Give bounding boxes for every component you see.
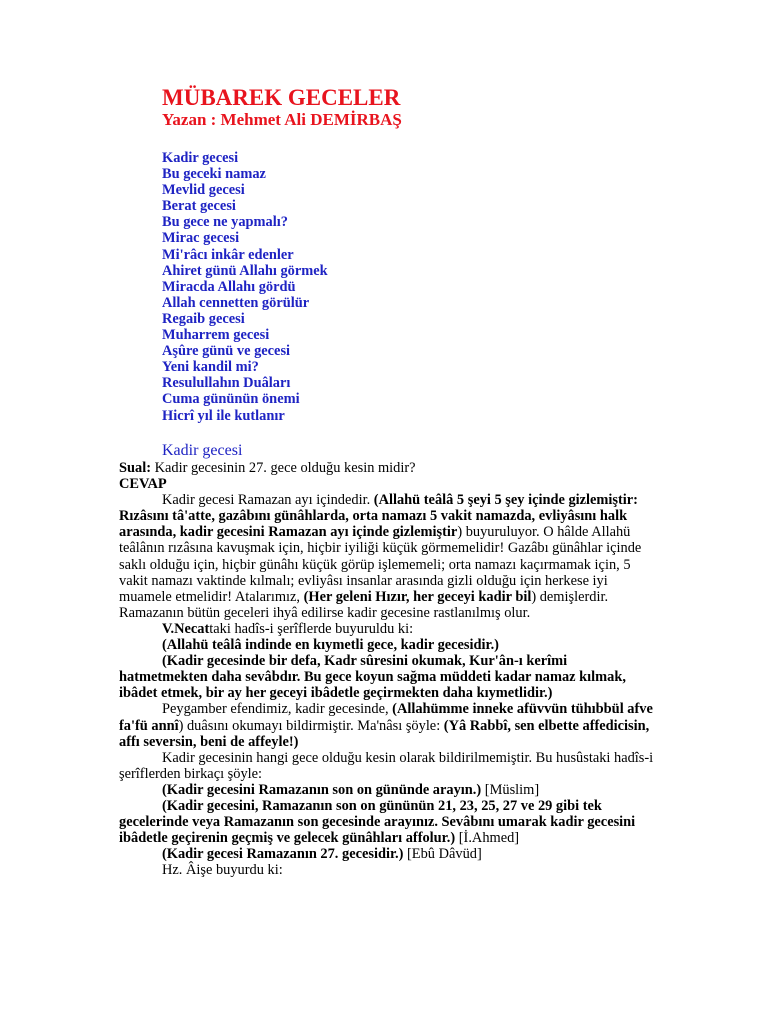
toc-link[interactable]: Berat gecesi [162, 198, 236, 215]
toc-item [162, 408, 328, 424]
toc-item [162, 327, 328, 343]
toc-item [162, 230, 328, 246]
paragraph-line: vakit namazı vaktinde kılmalı; evliyâsı insanlar arasında gizli olduğu için herkese iyi [119, 572, 608, 589]
toc-link[interactable]: Allah cennetten görülür [162, 294, 310, 311]
necat-line: V.Necattaki hadîs-i şerîflerde buyuruldu ki: [162, 620, 414, 637]
hadith-quote: hatmetmekten daha sevâbdır. Bu gece koyun sağma müddeti kadar namaz kılmak, [119, 669, 626, 686]
toc-link[interactable]: Hicrî yıl ile kutlanır [162, 407, 285, 424]
hadith-quote: (Kadir gecesini Ramazanın son on gününde arayın.) [Müslim] [162, 781, 540, 798]
section-heading-kadir-gecesi: Kadir gecesi [162, 442, 243, 459]
table-of-contents [162, 150, 328, 424]
toc-item [162, 263, 328, 279]
paragraph-line: saklı olduğu için, hiçbir günâhı küçük görüp işlememeli; orta namazı kaçırmamak için, 5 [119, 556, 631, 573]
toc-item [162, 166, 328, 182]
toc-link[interactable]: Cuma gününün önemi [162, 391, 300, 408]
toc-item [162, 150, 328, 166]
source-citation: [Müslim] [481, 781, 540, 798]
hadith-quote: (Kadir gecesi Ramazanın 27. gecesidir.) [Ebû Dâvüd] [162, 846, 482, 863]
toc-link[interactable]: Mi'râcı inkâr edenler [162, 246, 294, 263]
answer-label: CEVAP [119, 476, 167, 493]
paragraph-line: Rızâsını tâ'atte, gazâbını günâhlarda, orta namazı 5 vakit namazda, evliyâsını halk [119, 508, 628, 525]
toc-link[interactable]: Miracda Allahı gördü [162, 278, 296, 295]
toc-link[interactable]: Muharrem gecesi [162, 327, 270, 344]
paragraph-line: Kadir gecesinin hangi gece olduğu kesin olarak bildirilmemiştir. Bu husûstaki hadîs-i [162, 749, 654, 766]
toc-item [162, 182, 328, 198]
hadith-quote: gecelerinde veya Ramazanın son gecesinde arayınız. Sevâbını umarak kadir gecesini [119, 814, 636, 831]
source-name: V.Necat [162, 620, 210, 637]
toc-item [162, 214, 328, 230]
toc-link[interactable]: Kadir gecesi [162, 150, 239, 166]
hadith-quote: (Kadir gecesini, Ramazanın son on gününün 21, 23, 25, 27 ve 29 gibi tek [162, 797, 602, 814]
hadith-quote: ibâdetle geçirenin geçmiş ve gelecek günâhları affolur.) [İ.Ahmed] [119, 830, 520, 847]
question-line [119, 460, 649, 476]
paragraph-line: şerîflerden birkaçı şöyle: [119, 765, 263, 782]
paragraph-line: fa'fü annî) duâsını okumayı bildirmiştir. Ma'nâsı şöyle: (Yâ Rabbî, sen elbette affedicisin, [119, 717, 650, 734]
source-citation: [İ.Ahmed] [455, 830, 520, 847]
toc-link[interactable]: Mirac gecesi [162, 230, 240, 247]
toc-item [162, 391, 328, 407]
paragraph-line: Ramazanın bütün geceleri ihyâ edilirse kadir gecesine rastlanılmış olur. [119, 604, 531, 621]
toc-link[interactable]: Ahiret günü Allahı görmek [162, 262, 328, 279]
toc-link[interactable]: Yeni kandil mi? [162, 359, 259, 376]
paragraph-line: affı seversin, beni de affeyle!) [119, 733, 299, 750]
answer-label-line [119, 476, 649, 492]
toc-item [162, 247, 328, 263]
hadith-quote: (Allahü teâlâ indinde en kıymetli gece, kadir gecesidir.) [162, 637, 499, 654]
toc-item [162, 375, 328, 391]
toc-link[interactable]: Aşûre günü ve gecesi [162, 343, 291, 360]
article-body [119, 460, 654, 879]
toc-item [162, 198, 328, 214]
toc-link[interactable]: Mevlid gecesi [162, 182, 245, 199]
paragraph-line: Kadir gecesi Ramazan ayı içindedir. (Allahü teâlâ 5 şeyi 5 şey içinde gizlemiştir: [162, 492, 638, 509]
toc-item [162, 295, 328, 311]
paragraph-line: Peygamber efendimiz, kadir gecesinde, (Allahümme inneke afüvvün tühıbbül afve [162, 701, 653, 718]
source-citation: [Ebû Dâvüd] [403, 846, 482, 863]
paragraph-line: arasında, kadir gecesini Ramazan ayı içinde gizlemiştir) buyuruluyor. O hâlde Allahü [119, 524, 631, 541]
toc-link[interactable]: Regaib gecesi [162, 310, 245, 327]
paragraph-line: teâlânın rızâsına kavuşmak için, hiçbir iyiliği küçük görmemelidir! Gazâbı günâhlar içinde [119, 540, 642, 557]
question-text: Kadir gecesinin 27. gece olduğu kesin midir? [151, 460, 416, 476]
toc-item [162, 343, 328, 359]
hadith-quote: (Kadir gecesinde bir defa, Kadr sûresini okumak, Kur'ân-ı kerîmi [162, 653, 568, 670]
paragraph-line: Hz. Âişe buyurdu ki: [162, 862, 283, 879]
toc-link[interactable]: Bu gece ne yapmalı? [162, 214, 288, 231]
paragraph-line: muamele etmelidir! Atalarımız, (Her geleni Hızır, her geceyi kadir bil) demişlerdir. [119, 588, 609, 605]
question-label: Sual: [119, 460, 151, 476]
toc-link[interactable]: Resulullahın Duâları [162, 375, 291, 392]
hadith-quote: ibâdet etmek, bir ay her geceyi ibâdetle geçirmekten daha kıymetlidir.) [119, 685, 553, 702]
toc-item [162, 359, 328, 375]
author-line: Yazan : Mehmet Ali DEMİRBAŞ [162, 110, 402, 129]
page-title: MÜBAREK GECELER [162, 85, 401, 110]
toc-item [162, 311, 328, 327]
toc-item [162, 279, 328, 295]
toc-link[interactable]: Bu geceki namaz [162, 166, 266, 183]
